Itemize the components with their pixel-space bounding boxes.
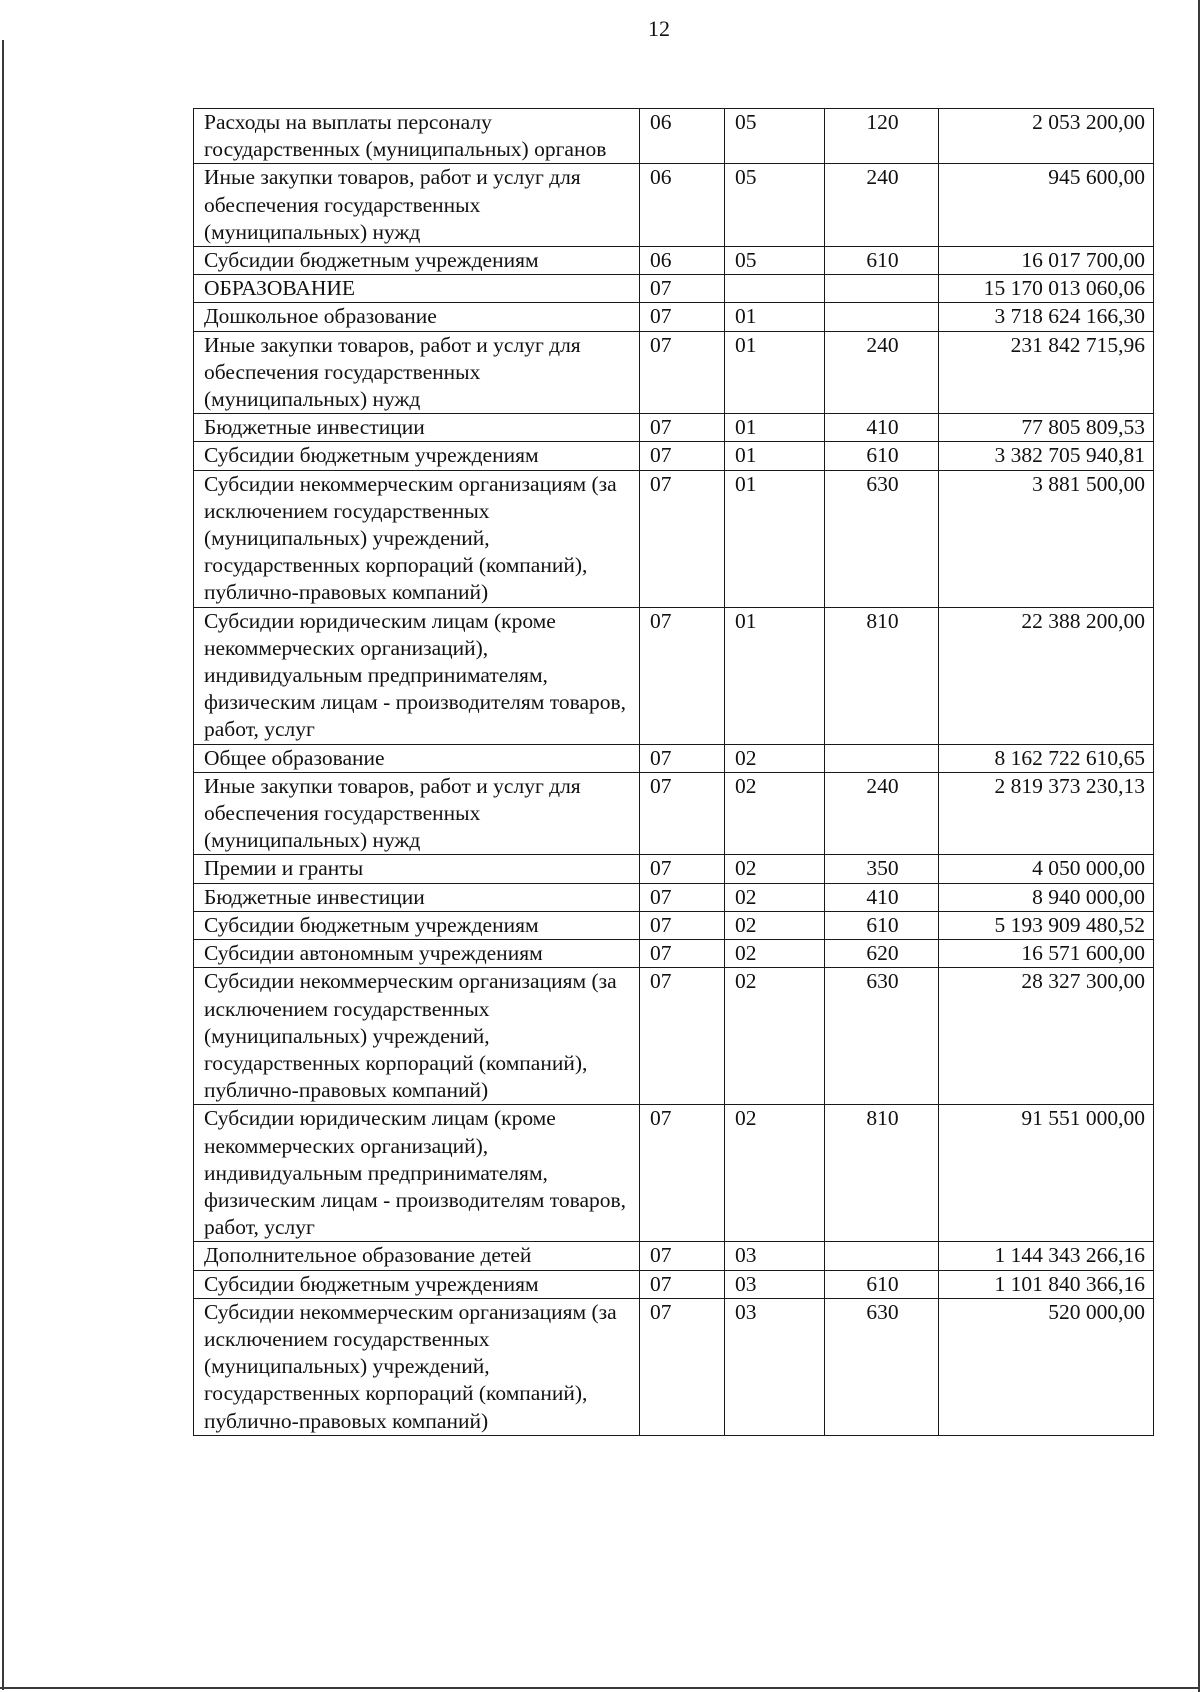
scan-edge-left <box>2 40 4 1690</box>
subsection-code: 01 <box>725 303 825 331</box>
expense-type-code: 630 <box>825 1298 939 1435</box>
subsection-code: 01 <box>725 414 825 442</box>
section-code: 07 <box>640 607 725 744</box>
expense-name: Бюджетные инвестиции <box>194 883 640 911</box>
subsection-code: 02 <box>725 1105 825 1242</box>
amount: 15 170 013 060,06 <box>939 275 1154 303</box>
subsection-code: 01 <box>725 331 825 414</box>
expense-type-code <box>825 1242 939 1270</box>
amount: 1 144 343 266,16 <box>939 1242 1154 1270</box>
table-row <box>194 164 1154 247</box>
page-number: 12 <box>648 16 670 41</box>
section-code: 07 <box>640 968 725 1105</box>
expense-name: Субсидии юридическим лицам (кроме некоммерческих организаций), индивидуальным предпринимателям, физическим лицам - производителям товаров, работ, услуг <box>194 1105 640 1242</box>
expense-name: Субсидии некоммерческим организациям (за исключением государственных (муниципальных) учреждений, государственных корпораций (компаний), публично-правовых компаний) <box>194 470 640 607</box>
amount: 77 805 809,53 <box>939 414 1154 442</box>
section-code: 07 <box>640 940 725 968</box>
table-row <box>194 331 1154 414</box>
subsection-code: 05 <box>725 247 825 275</box>
expense-name: Субсидии бюджетным учреждениям <box>194 1270 640 1298</box>
table-row <box>194 247 1154 275</box>
table-row <box>194 109 1154 164</box>
expense-name: Субсидии автономным учреждениям <box>194 940 640 968</box>
subsection-code: 02 <box>725 911 825 939</box>
amount: 5 193 909 480,52 <box>939 911 1154 939</box>
amount: 1 101 840 366,16 <box>939 1270 1154 1298</box>
expense-type-code: 610 <box>825 911 939 939</box>
subsection-code: 03 <box>725 1298 825 1435</box>
table-row <box>194 607 1154 744</box>
table-row <box>194 772 1154 855</box>
expense-name: Общее образование <box>194 744 640 772</box>
subsection-code: 03 <box>725 1270 825 1298</box>
section-code: 07 <box>640 855 725 883</box>
section-code: 07 <box>640 442 725 470</box>
table-row <box>194 442 1154 470</box>
amount: 2 819 373 230,13 <box>939 772 1154 855</box>
table-row <box>194 744 1154 772</box>
section-code: 07 <box>640 744 725 772</box>
expense-name: Иные закупки товаров, работ и услуг для обеспечения государственных (муниципальных) нужд <box>194 331 640 414</box>
subsection-code: 02 <box>725 968 825 1105</box>
scan-edge-bottom <box>0 1687 1200 1689</box>
section-code: 06 <box>640 247 725 275</box>
amount: 520 000,00 <box>939 1298 1154 1435</box>
expense-type-code: 350 <box>825 855 939 883</box>
expense-type-code: 810 <box>825 607 939 744</box>
section-code: 07 <box>640 1270 725 1298</box>
expense-name: Бюджетные инвестиции <box>194 414 640 442</box>
subsection-code: 01 <box>725 442 825 470</box>
expense-type-code: 240 <box>825 772 939 855</box>
section-code: 07 <box>640 303 725 331</box>
expense-type-code: 810 <box>825 1105 939 1242</box>
section-code: 07 <box>640 1105 725 1242</box>
expense-type-code: 610 <box>825 1270 939 1298</box>
expense-name: Субсидии некоммерческим организациям (за исключением государственных (муниципальных) учреждений, государственных корпораций (компаний), публично-правовых компаний) <box>194 1298 640 1435</box>
amount: 8 162 722 610,65 <box>939 744 1154 772</box>
section-code: 07 <box>640 331 725 414</box>
expense-name: Расходы на выплаты персоналу государственных (муниципальных) органов <box>194 109 640 164</box>
subsection-code: 05 <box>725 164 825 247</box>
budget-table <box>193 108 1154 1436</box>
subsection-code: 02 <box>725 772 825 855</box>
amount: 945 600,00 <box>939 164 1154 247</box>
table-row <box>194 303 1154 331</box>
expense-type-code <box>825 275 939 303</box>
section-code: 07 <box>640 883 725 911</box>
subsection-code: 05 <box>725 109 825 164</box>
table-row <box>194 470 1154 607</box>
expense-type-code: 630 <box>825 470 939 607</box>
table-row <box>194 940 1154 968</box>
expense-name: ОБРАЗОВАНИЕ <box>194 275 640 303</box>
subsection-code: 01 <box>725 607 825 744</box>
expense-type-code: 410 <box>825 883 939 911</box>
subsection-code: 02 <box>725 883 825 911</box>
section-code: 07 <box>640 470 725 607</box>
table-row <box>194 911 1154 939</box>
amount: 16 571 600,00 <box>939 940 1154 968</box>
expense-type-code <box>825 744 939 772</box>
expense-type-code <box>825 303 939 331</box>
table-row <box>194 968 1154 1105</box>
expense-name: Субсидии юридическим лицам (кроме некоммерческих организаций), индивидуальным предпринимателям, физическим лицам - производителям товаров, работ, услуг <box>194 607 640 744</box>
table-row <box>194 1105 1154 1242</box>
expense-type-code: 120 <box>825 109 939 164</box>
expense-type-code: 410 <box>825 414 939 442</box>
amount: 3 718 624 166,30 <box>939 303 1154 331</box>
subsection-code: 01 <box>725 470 825 607</box>
expense-name: Иные закупки товаров, работ и услуг для обеспечения государственных (муниципальных) нужд <box>194 772 640 855</box>
subsection-code: 03 <box>725 1242 825 1270</box>
table-row <box>194 1242 1154 1270</box>
table-row <box>194 275 1154 303</box>
section-code: 06 <box>640 164 725 247</box>
section-code: 07 <box>640 414 725 442</box>
expense-name: Субсидии некоммерческим организациям (за исключением государственных (муниципальных) учреждений, государственных корпораций (компаний), публично-правовых компаний) <box>194 968 640 1105</box>
amount: 8 940 000,00 <box>939 883 1154 911</box>
section-code: 07 <box>640 275 725 303</box>
table-row <box>194 414 1154 442</box>
expense-type-code: 240 <box>825 164 939 247</box>
expense-name: Дополнительное образование детей <box>194 1242 640 1270</box>
subsection-code <box>725 275 825 303</box>
subsection-code: 02 <box>725 855 825 883</box>
amount: 4 050 000,00 <box>939 855 1154 883</box>
subsection-code: 02 <box>725 940 825 968</box>
expense-name: Субсидии бюджетным учреждениям <box>194 247 640 275</box>
table-row <box>194 1270 1154 1298</box>
expense-type-code: 240 <box>825 331 939 414</box>
section-code: 07 <box>640 772 725 855</box>
section-code: 07 <box>640 1298 725 1435</box>
section-code: 07 <box>640 1242 725 1270</box>
amount: 22 388 200,00 <box>939 607 1154 744</box>
amount: 3 382 705 940,81 <box>939 442 1154 470</box>
amount: 3 881 500,00 <box>939 470 1154 607</box>
amount: 28 327 300,00 <box>939 968 1154 1105</box>
expense-type-code: 620 <box>825 940 939 968</box>
amount: 16 017 700,00 <box>939 247 1154 275</box>
expense-name: Дошкольное образование <box>194 303 640 331</box>
table-row <box>194 855 1154 883</box>
expense-type-code: 610 <box>825 247 939 275</box>
table-row <box>194 1298 1154 1435</box>
amount: 2 053 200,00 <box>939 109 1154 164</box>
expense-name: Премии и гранты <box>194 855 640 883</box>
section-code: 06 <box>640 109 725 164</box>
expense-name: Субсидии бюджетным учреждениям <box>194 442 640 470</box>
subsection-code: 02 <box>725 744 825 772</box>
table-row <box>194 883 1154 911</box>
expense-type-code: 630 <box>825 968 939 1105</box>
amount: 231 842 715,96 <box>939 331 1154 414</box>
expense-name: Иные закупки товаров, работ и услуг для обеспечения государственных (муниципальных) нужд <box>194 164 640 247</box>
budget-table-body <box>194 109 1154 1436</box>
section-code: 07 <box>640 911 725 939</box>
amount: 91 551 000,00 <box>939 1105 1154 1242</box>
expense-name: Субсидии бюджетным учреждениям <box>194 911 640 939</box>
expense-type-code: 610 <box>825 442 939 470</box>
